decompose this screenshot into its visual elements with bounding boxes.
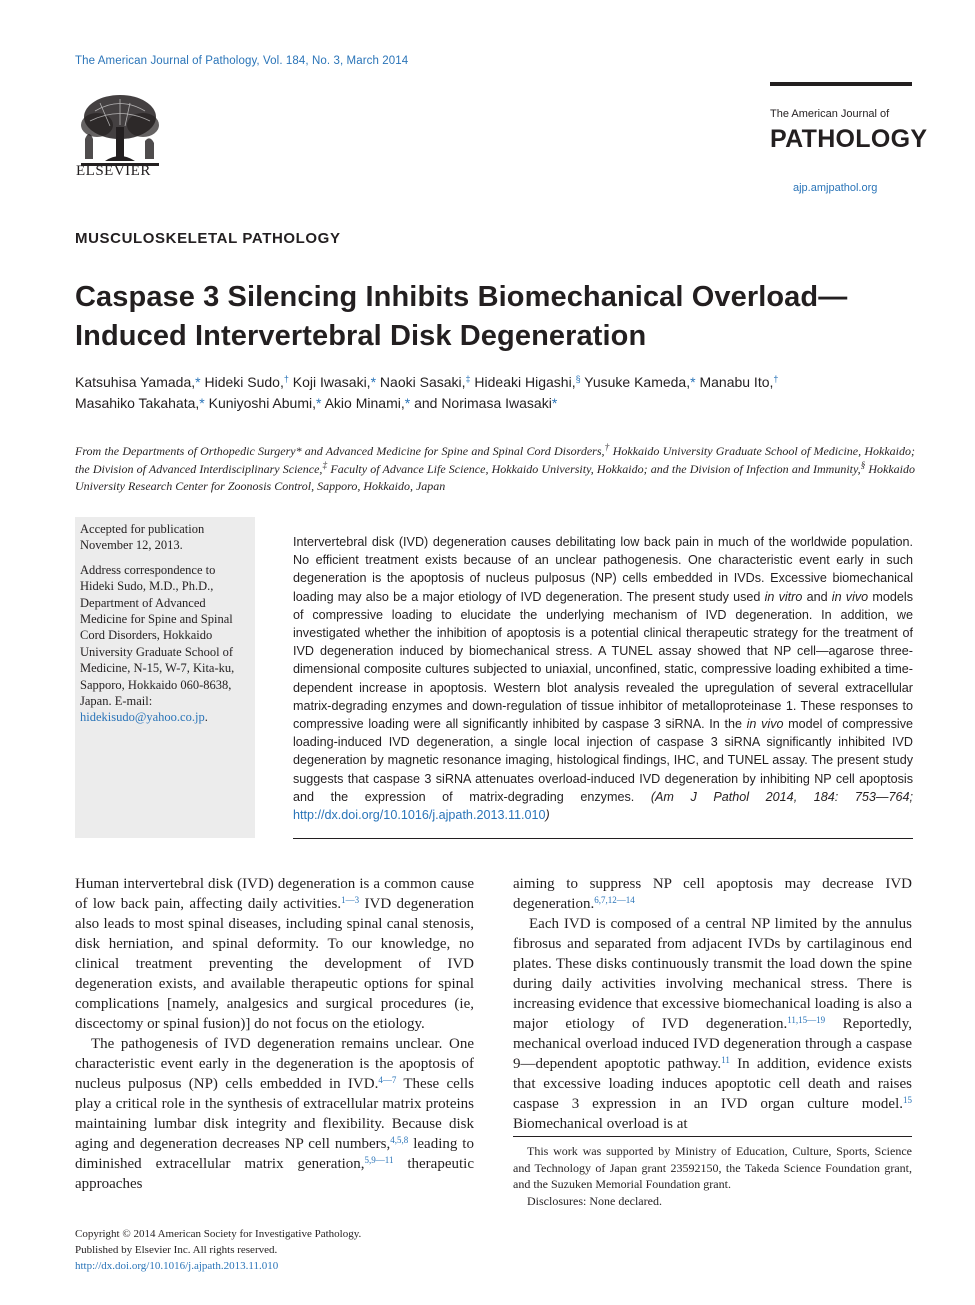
funding-note: This work was supported by Ministry of Education, Culture, Sports, Science and Technology of Japan grant 23592150, the Takeda Science Foundation grant, and the Suzuken Memorial Foundation grant. xyxy=(513,1144,912,1191)
footer-doi-link[interactable]: http://dx.doi.org/10.1016/j.ajpath.2013.11.010 xyxy=(75,1260,279,1272)
body-column-left xyxy=(75,874,474,1194)
correspondence-address: Address correspondence to Hideki Sudo, M.D., Ph.D., Department of Advanced Medicine for Spine and Spinal Cord Disorders, Hokkaido University Graduate School of Medicine, N-15, W-7, Kita-ku, Sapporo, Hokkaido 060-8638, Japan. E-mail: hidekisudo@yahoo.co.jp. xyxy=(80,562,235,725)
author: Hideaki Higashi,§ xyxy=(474,374,581,390)
doi-link[interactable]: http://dx.doi.org/10.1016/j.ajpath.2013.11.010 xyxy=(293,808,546,823)
abstract: Intervertebral disk (IVD) degeneration causes debilitating low back pain in much of the worldwide population. No efficient treatment exists because of an unclear pathogenesis. One characteristic event early in such degeneration is the apoptosis of nucleus pulposus (NP) cells embedded in IVDs. Excessive biomechanical loading may also be a major etiology of IVD degeneration. The present study used in vitro and in vivo models of compressive loading to elucidate the underlying mechanism of IVD degeneration. In addition, we investigated whether the inhibition of apoptosis is a potential clinical therapeutic strategy for the treatment of IVD degeneration induced by biomechanical stress. A TUNEL assay showed that NP cell—agarose three-dimensional composite cultures subjected to uniaxial, unconfined, static, compressive loading exhibited a time-dependent increase in apoptosis. Western blot analysis revealed the upregulation of several extracellular matrix-degrading enzymes and down-regulation of tissue inhibitor of metalloproteinase 1. These responses to compressive loading were all significantly inhibited by caspase 3 siRNA. In the in vivo model of compressive loading-induced IVD degeneration, a single local injection of caspase 3 siRNA significantly inhibited IVD degeneration by magnetic resonance imaging, histological findings, IHC, and TUNEL assay. The present study suggests that caspase 3 siRNA attenuates overload-induced IVD degeneration by inhibiting NP cell apoptosis and the expression of matrix-degrading enzymes. (Am J Pathol 2014, 184: 753—764; http://dx.doi.org/10.1016/j.ajpath.2013.11.010) xyxy=(293,535,913,823)
email-link[interactable]: hidekisudo@yahoo.co.jp xyxy=(80,710,205,725)
author: Hideki Sudo,† xyxy=(204,374,289,390)
reference-link[interactable]: 1—3 xyxy=(341,895,360,905)
brand-rule xyxy=(770,82,912,86)
publisher-line: Published by Elsevier Inc. All rights reserved. xyxy=(75,1244,278,1256)
body-paragraph: Each IVD is composed of a central NP limited by the annulus fibrosus and separated from adjacent IVDs by cartilaginous end plates. These disks continuously transmit the load down the spine during daily activities involving mechanical stress. There is increasing evidence that excessive biomechanical loading is also a major etiology of IVD degeneration.$^{11,15—19}$ Reportedly, mechanical overload induced IVD degeneration through a caspase 9—dependent apoptotic pathway.$^{11}$ In addition, evidence exists that excessive loading induces apoptotic cell death and raises caspase 3 expression in an IVD organ culture model.$^{15}$ Biomechanical overload is at xyxy=(513,916,912,1132)
author: Akio Minami,* xyxy=(324,395,411,411)
copyright-block xyxy=(75,1226,475,1274)
author: Koji Iwasaki,* xyxy=(292,374,377,390)
author-list xyxy=(75,372,915,414)
copyright-line: Copyright © 2014 American Society for Investigative Pathology. xyxy=(75,1228,362,1240)
author: Kuniyoshi Abumi,* xyxy=(208,395,322,411)
author: Masahiko Takahata,* xyxy=(75,395,205,411)
footnotes xyxy=(513,1143,912,1209)
journal-brand-title: PATHOLOGY xyxy=(770,125,928,153)
affiliations: From the Departments of Orthopedic Surgery* and Advanced Medicine for Spine and Spinal Cord Disorders,† Hokkaido University Graduate School of Medicine, Hokkaido; the Division of Advanced Interdisciplinary Science,‡ Faculty of Advance Life Science, Hokkaido University, Hokkaido; and the Division of Infection and Immunity,§ Hokkaido University Research Center for Zoonosis Control, Sapporo, Hokkaido, Japan xyxy=(75,442,916,493)
reference-link[interactable]: 11 xyxy=(721,1055,730,1065)
journal-brand-small: The American Journal of xyxy=(770,108,890,120)
author: Yusuke Kameda,* xyxy=(584,374,696,390)
authors-line-2 xyxy=(75,393,915,414)
disclosures-note: Disclosures: None declared. xyxy=(527,1193,662,1208)
abstract-divider xyxy=(293,838,913,839)
body-paragraph: aiming to suppress NP cell apoptosis may decrease IVD degeneration.$^{6,7,12—14}$ xyxy=(513,876,912,912)
reference-link[interactable]: 15 xyxy=(903,1095,912,1105)
footnote-divider xyxy=(513,1136,912,1137)
body-paragraph: The pathogenesis of IVD degeneration remains unclear. One characteristic event early in the degeneration is the apoptosis of nucleus pulposus (NP) cells embedded in IVD.$^{4—7}$ These cells play a critical role in the synthesis of extracellular matrix proteins maintaining lumbar disk integrity and flexibility. Because disk aging and degeneration decreases NP cell numbers,$^{4,5,8}$ leading to diminished extracellular matrix generation,$^{5,9—11}$ therapeutic approaches xyxy=(75,1036,474,1192)
author: Katsuhisa Yamada,* xyxy=(75,374,201,390)
author: and Norimasa Iwasaki* xyxy=(414,395,558,411)
citation: (Am J Pathol 2014, 184: 753—764; xyxy=(650,789,913,804)
reference-link[interactable]: 4—7 xyxy=(378,1075,397,1085)
accepted-date: Accepted for publication November 12, 2013. xyxy=(80,522,205,553)
article-title: Caspase 3 Silencing Inhibits Biomechanical Overload—Induced Intervertebral Disk Degeneration xyxy=(75,281,848,352)
author: Manabu Ito,† xyxy=(699,374,779,390)
journal-url-link[interactable]: ajp.amjpathol.org xyxy=(793,182,878,194)
reference-link[interactable]: 5,9—11 xyxy=(364,1155,394,1165)
reference-link[interactable]: 6,7,12—14 xyxy=(594,895,635,905)
authors-line-1 xyxy=(75,372,915,393)
section-label: MUSCULOSKELETAL PATHOLOGY xyxy=(75,230,341,247)
reference-link[interactable]: 4,5,8 xyxy=(390,1135,409,1145)
journal-citation-line: The American Journal of Pathology, Vol. 184, No. 3, March 2014 xyxy=(75,55,409,67)
body-paragraph: Human intervertebral disk (IVD) degeneration is a common cause of low back pain, affecting daily activities.$^{1—3}$ IVD degeneration also leads to most spinal diseases, including spinal canal stenosis, disk herniation, and spinal deformity. To our knowledge, no clinical treatment preventing the development of IVD degeneration exists, and available therapeutic options for spinal complications [namely, analgesics and surgical procedures (ie, discectomy or spinal fusion)] do not focus on the etiology. xyxy=(75,876,474,1032)
reference-link[interactable]: 11,15—19 xyxy=(787,1015,826,1025)
publisher-name: ELSEVIER xyxy=(76,163,151,179)
article-info-text xyxy=(80,521,252,734)
author: Naoki Sasaki,‡ xyxy=(379,374,471,390)
body-column-right xyxy=(513,874,912,1134)
